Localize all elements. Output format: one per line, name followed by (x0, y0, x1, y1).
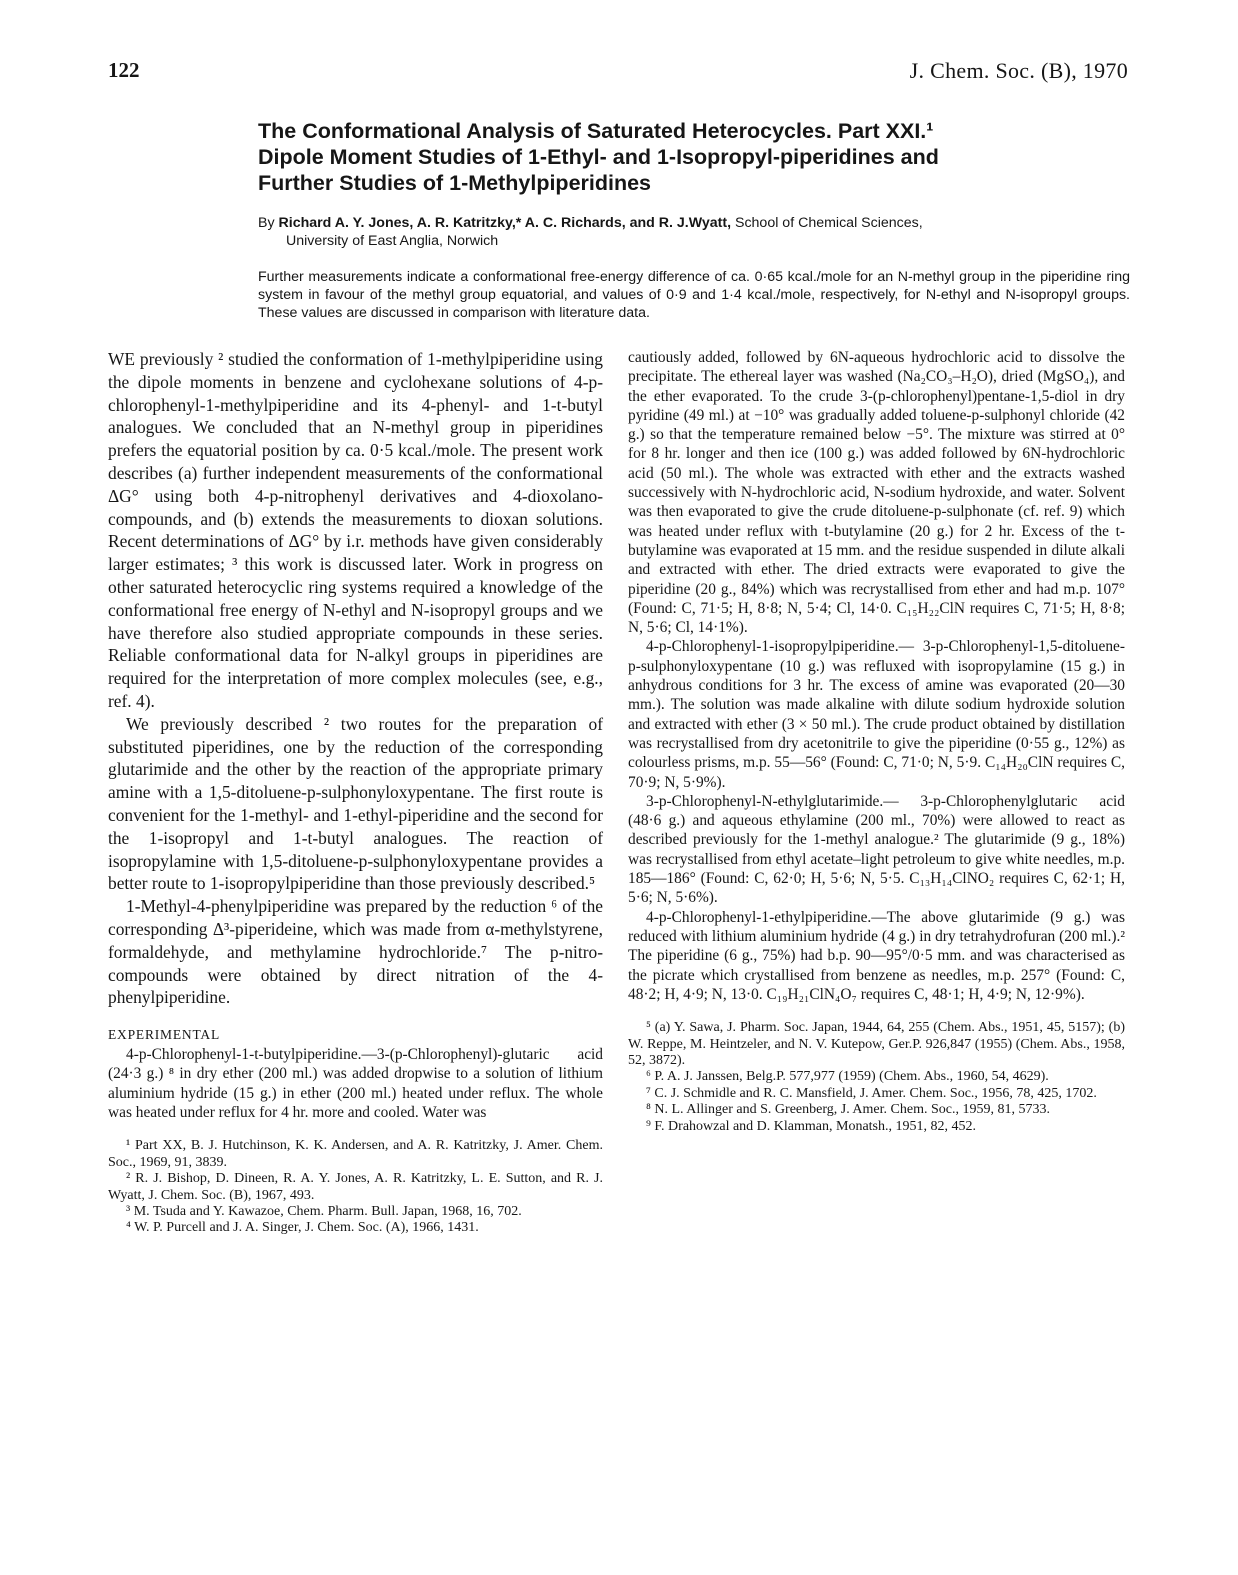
experimental-paragraph-4: 4-p-Chlorophenyl-1-ethylpiperidine.—The above glutarimide (9 g.) was reduced with lithium aluminium hydride (4 g.) in dry tetrahydrofuran (200 ml.).² The piperidine (6 g., 75%) had b.p. 90—95°/0·5 mm. and was characterised as the picrate which crystallised from benzene as needles, m.p. 257° (Found: C, 48·2; H, 4·9; N, 13·0. C₁₉H₂₁ClN₄O₇ requires C, 48·1; H, 4·9; N, 12·9%). (628, 908, 1125, 1003)
footnote-6: ⁶ P. A. J. Janssen, Belg.P. 577,977 (1959) (Chem. Abs., 1960, 54, 4629). (646, 1069, 1049, 1085)
experimental-paragraph-1: 4-p-Chlorophenyl-1-t-butylpiperidine.—3-(p-Chlorophenyl)-glutaric acid (24·3 g.) ⁸ in dry ether (200 ml.) was added dropwise to a solution of lithium aluminium hydride (15 g.) in ether (200 ml.) heated under reflux. The whole was heated under reflux for 4 hr. more and cooled. Water was (108, 1046, 603, 1121)
school-name: School of Chemical Sciences, (731, 215, 923, 231)
footnote-1: ¹ Part XX, B. J. Hutchinson, K. K. Andersen, and A. R. Katritzky, J. Amer. Chem. Soc., 1969, 91, 3839. (108, 1138, 603, 1170)
title-line-3: Further Studies of 1-Methylpiperidines (258, 171, 652, 195)
footnote-4: ⁴ W. P. Purcell and J. A. Singer, J. Chem. Soc. (A), 1966, 1431. (126, 1220, 479, 1236)
footnote-3: ³ M. Tsuda and Y. Kawazoe, Chem. Pharm. Bull. Japan, 1968, 16, 702. (126, 1203, 522, 1219)
author-line (258, 214, 1138, 232)
article-title (258, 118, 1138, 196)
left-column (108, 348, 603, 1237)
intro-paragraph-1: WE previously ² studied the conformation of 1-methylpiperidine using the dipole moments in benzene and cyclohexane solutions of 4-p-chlorophenyl-1-methylpiperidine and its 4-phenyl- and 1-t-butyl analogues. We concluded that an N-methyl group in piperidines prefers the equatorial position by ca. 0·5 kcal./mole. The present work describes (a) further independent measurements of the conformational ΔG° using both 4-p-nitrophenyl derivatives and 4-dioxolano-compounds, and (b) extends the measurements to dioxan solutions. Recent determinations of ΔG° by i.r. methods have given considerably larger estimates; ³ this work is discussed later. Work in progress on other saturated heterocyclic ring systems required a knowledge of the conformational free energy of N-ethyl and N-isopropyl groups and we have therefore also studied appropriate compounds in these series. Reliable conformational data for N-alkyl groups in piperidines are required for the interpretation of more complex molecules (see, e.g., ref. 4). (108, 349, 603, 711)
experimental-paragraph-2: 4-p-Chlorophenyl-1-isopropylpiperidine.— 3-p-Chlorophenyl-1,5-ditoluene-p-sulphonyloxypentane (10 g.) was refluxed with isopropylamine (15 g.) in anhydrous conditions for 3 hr. The excess of amine was evaporated (20—30 mm.). The solution was made alkaline with dilute sodium hydroxide solution and extracted with ether (3 × 50 ml.). The crude product obtained by distillation was recrystallised from dry acetonitrile to give the piperidine (0·55 g., 12%) as colourless prisms, m.p. 55—56° (Found: C, 71·0; N, 5·9. C₁₄H₂₀ClN requires C, 70·9; N, 5·9%). (628, 638, 1125, 791)
right-column (628, 348, 1125, 1135)
abstract: Further measurements indicate a conformational free-energy difference of ca. 0·65 kcal./mole for an N-methyl group in the piperidine ring system in favour of the methyl group equatorial, and values of 0·9 and 1·4 kcal./mole, respectively, for N-ethyl and N-isopropyl groups. These values are discussed in comparison with literature data. (258, 269, 1130, 321)
footnote-5: ⁵ (a) Y. Sawa, J. Pharm. Soc. Japan, 1944, 64, 255 (Chem. Abs., 1951, 45, 5157); (b) W. Reppe, M. Heintzeler, and N. V. Kutepow, Ger.P. 926,847 (1955) (Chem. Abs., 1958, 52, 3872). (628, 1020, 1125, 1068)
footnote-2: ² R. J. Bishop, D. Dineen, R. A. Y. Jones, A. R. Katritzky, L. E. Sutton, and R. J. Wyatt, J. Chem. Soc. (B), 1967, 493. (108, 1171, 603, 1203)
footnotes-left (108, 1138, 603, 1236)
page-number: 122 (108, 58, 140, 82)
experimental-heading: EXPERIMENTAL (108, 1027, 221, 1043)
experimental-paragraph-3: 3-p-Chlorophenyl-N-ethylglutarimide.— 3-p-Chlorophenylglutaric acid (48·6 g.) and aqueous ethylamine (200 ml., 70%) were allowed to react as described previously for the 1-methyl analogue.² The glutarimide (9 g., 18%) was recrystallised from ethyl acetate–light petroleum to give white needles, m.p. 185—186° (Found: C, 62·0; H, 5·6; N, 5·5. C₁₃H₁₄ClNO₂ requires C, 62·1; H, 5·6; N, 5·6%). (628, 792, 1125, 907)
journal-header: J. Chem. Soc. (B), 1970 (909, 58, 1128, 83)
byline-prefix: By (258, 215, 279, 231)
title-line-1: The Conformational Analysis of Saturated Heterocycles. Part XXI.¹ (258, 119, 934, 143)
intro-paragraph-3: 1-Methyl-4-phenylpiperidine was prepared by the reduction ⁶ of the corresponding Δ³-piperideine, which was made from α-methylstyrene, formaldehyde, and methylamine hydrochloride.⁷ The p-nitro-compounds were obtained by direct nitration of the 4-phenylpiperidine. (108, 896, 603, 1008)
intro-paragraph-2: We previously described ² two routes for the preparation of substituted piperidines, one by the reduction of the corresponding glutarimide and the other by the reaction of the appropriate primary amine with a 1,5-ditoluene-p-sulphonyloxypentane. The first route is convenient for the 1-methyl- and 1-ethyl-piperidine and the second for the 1-isopropyl and 1-t-butyl analogues. The reaction of isopropylamine with 1,5-ditoluene-p-sulphonyloxypentane provides a better route to 1-isopropylpiperidine than those previously described.⁵ (108, 713, 603, 894)
footnote-8: ⁸ N. L. Allinger and S. Greenberg, J. Amer. Chem. Soc., 1959, 81, 5733. (646, 1102, 1050, 1118)
byline (258, 214, 1138, 250)
affiliation: University of East Anglia, Norwich (286, 233, 499, 249)
footnote-9: ⁹ F. Drahowzal and D. Klamman, Monatsh., 1951, 82, 452. (646, 1118, 976, 1134)
experimental-paragraph-1-continued: cautiously added, followed by 6N-aqueous hydrochloric acid to dissolve the precipitate. The ethereal layer was washed (Na₂CO₃–H₂O), dried (MgSO₄), and the ether evaporated. To the crude 3-(p-chlorophenyl)pentane-1,5-diol in dry pyridine (49 ml.) at −10° was gradually added toluene-p-sulphonyl chloride (42 g.) so that the temperature remained below −5°. The mixture was stirred at 0° for 8 hr. longer and then ice (100 g.) was added followed by 6N-hydrochloric acid (50 ml.). The whole was extracted with ether and the extracts washed successively with N-hydrochloric acid, N-sodium hydroxide, and water. Solvent was then evaporated to give the crude ditoluene-p-sulphonate (cf. ref. 9) which was heated under reflux with t-butylamine (20 g.) for 2 hr. Excess of the t-butylamine was evaporated at 15 mm. and the residue suspended in dilute alkali and extracted with ether. The dried extracts were evaporated to give the piperidine (20 g., 84%) which was recrystallised from ether and had m.p. 107° (Found: C, 71·5; H, 8·8; N, 5·4; Cl, 14·0. C₁₅H₂₂ClN requires C, 71·5; H, 8·8; N, 5·6; Cl, 14·1%). (628, 349, 1125, 637)
title-line-2: Dipole Moment Studies of 1-Ethyl- and 1-Isopropyl-piperidines and (258, 145, 939, 169)
footnote-7: ⁷ C. J. Schmidle and R. C. Mansfield, J. Amer. Chem. Soc., 1956, 78, 425, 1702. (646, 1085, 1097, 1101)
footnotes-right (628, 1020, 1125, 1135)
author-names: Richard A. Y. Jones, A. R. Katritzky,* A. C. Richards, and R. J.Wyatt, (278, 215, 732, 231)
